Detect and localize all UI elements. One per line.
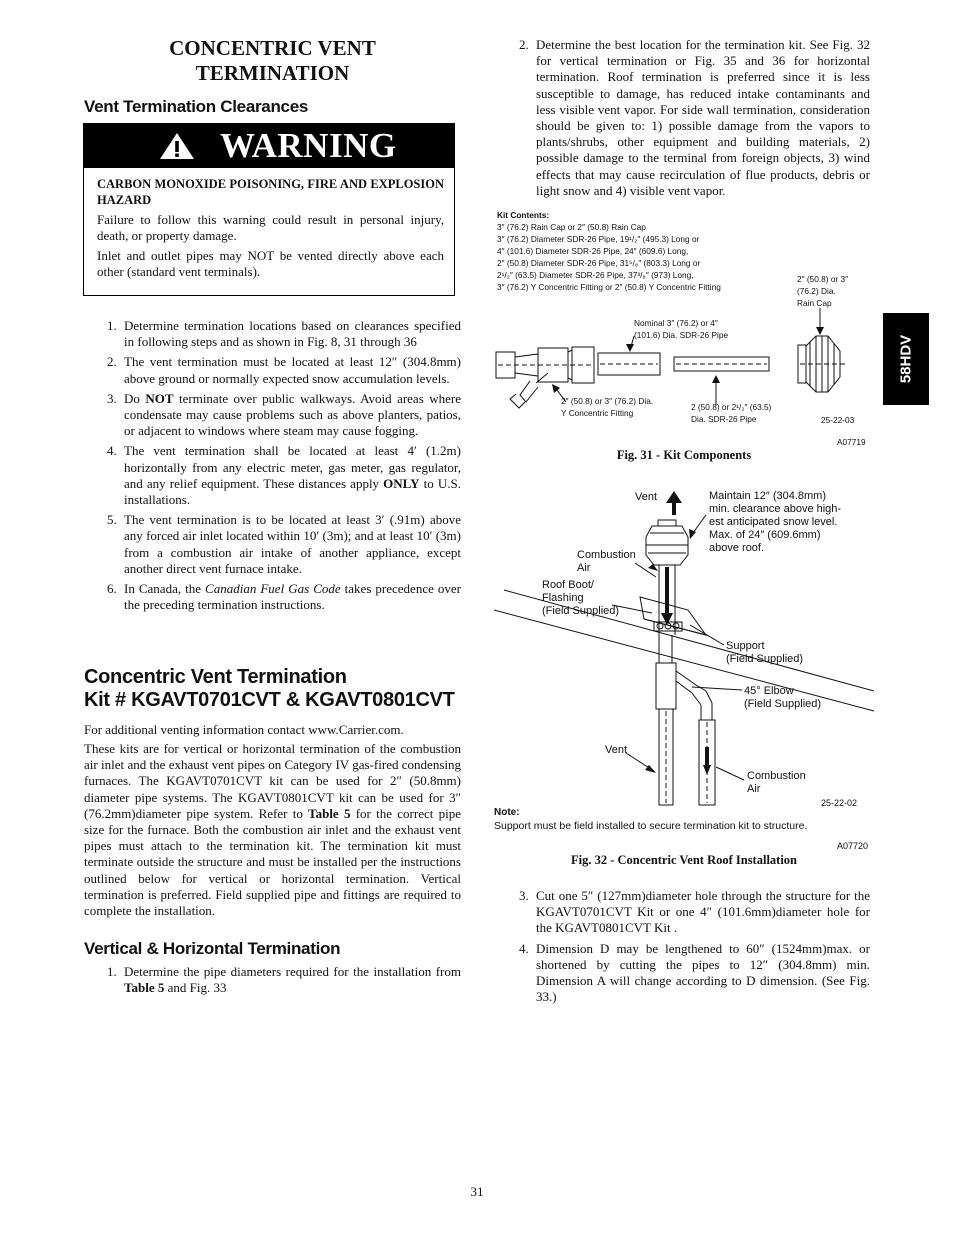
raincap-label: (76.2) Dia. xyxy=(797,286,836,296)
fig32-ref: A07720 xyxy=(837,841,869,851)
fig31-code: 25‑22‑03 xyxy=(821,415,855,425)
nominal-label: Nominal 3″ (76.2) or 4″ xyxy=(634,318,718,328)
pipe2-label: 2 (50.8) or 2¹/₂″ (63.5) xyxy=(691,402,772,412)
elbow-label: (Field Supplied) xyxy=(744,698,822,710)
maintain-label: Maintain 12″ (304.8mm) xyxy=(709,490,826,502)
note-title: Note: xyxy=(494,807,520,818)
kit-line: 2¹/₂″ (63.5) Diameter SDR‑26 Pipe, 37³/₈″ (973) Long, xyxy=(497,270,694,280)
roof-installation-figure xyxy=(494,485,874,860)
kit-title: Kit Contents: xyxy=(497,210,550,220)
heading-vertical-horizontal: Vertical & Horizontal Termination xyxy=(84,939,341,958)
warning-word: WARNING xyxy=(220,126,397,165)
warning-triangle-icon xyxy=(158,131,196,161)
clearance-steps xyxy=(85,318,461,617)
page-number: 31 xyxy=(470,1184,484,1199)
fig31-ref: A07719 xyxy=(837,437,866,447)
kit-line: 4″ (101.6) Diameter SDR‑26 Pipe, 24″ (609.6) Long, xyxy=(497,246,689,256)
kit-line: 3″ (76.2) Rain Cap or 2″ (50.8) Rain Cap xyxy=(497,222,646,232)
maintain-label: min. clearance above high‑ xyxy=(709,503,842,515)
support-label: (Field Supplied) xyxy=(726,653,804,665)
list-item: 3. Cut one 5″ (127mm)diameter hole through the structure for the KGAVT0701CVT Kit or one 4″ (101.6mm)diameter hole for the KGAVT0801CVT Kit . xyxy=(519,888,870,936)
fig32-code: 25‑22‑02 xyxy=(821,798,858,808)
maintain-label: est anticipated snow level. xyxy=(709,516,838,528)
warning-box xyxy=(83,123,455,296)
yfit-label: Y Concentric Fitting xyxy=(561,408,634,418)
list-item: 2. The vent termination must be located at least 12″ (304.8mm) above ground or normally expected snow accumulation levels. xyxy=(107,354,461,386)
heading-vent-clearances: Vent Termination Clearances xyxy=(84,97,308,116)
vert-steps-3 xyxy=(497,888,870,1009)
side-tab xyxy=(883,313,929,405)
elbow-label: 45° Elbow xyxy=(744,685,794,697)
list-item: 1. Determine the pipe diameters required for the installation from Table 5 and Fig. 33 xyxy=(107,964,461,996)
warning-bar xyxy=(84,124,454,168)
kit-line: 3″ (76.2) Y Concentric Fitting or 2″ (50.8) Y Concentric Fitting xyxy=(497,282,721,292)
warning-hazard: CARBON MONOXIDE POISONING, FIRE AND EXPLOSION HAZARD xyxy=(97,177,444,207)
para-kits: These kits are for vertical or horizontal termination of the combustion air inlet and the exhaust vent pipes on Category IV gas‑fired condensing furnaces. The KGAVT0701CVT kit can be used for 2″ (50.8mm) diameter pipe systems. The KGAVT0801CVT kit can be used for 3″ (76.2mm)diameter pipe system. Refer to Table 5 for the correct pipe size for the furnace. Both the combustion air inlet and the exhaust vent pipes must attach to the termination kit. The termination kit must terminate outside the structure and must be installed per the instructions outlined below for vertical or horizontal termination. Vertical termination is preferred. Field supplied pipe and fittings are required to complete the installation. xyxy=(84,741,461,919)
pipe2-label: Dia. SDR‑26 Pipe xyxy=(691,414,757,424)
list-item: 6. In Canada, the Canadian Fuel Gas Code takes precedence over the preceding termination instructions. xyxy=(107,581,461,613)
list-item: 3. Do NOT terminate over public walkways. Avoid areas where condensate may cause problems such as above planters, patios, or adjacent to windows where steam may cause fogging. xyxy=(107,390,461,439)
kit-components-figure xyxy=(494,205,874,455)
yfit-label: 2″ (50.8) or 3″ (76.2) Dia. xyxy=(561,396,654,406)
warning-text-1: Failure to follow this warning could result in personal injury, death, or property damage. xyxy=(97,212,444,243)
list-item: 4. Dimension D may be lengthened to 60″ (1524mm)max. or shortened by cutting the pipes to 12″ (304.8mm) min. Dimension A will change according to D dimension. (See Fig. 33.) xyxy=(519,940,870,1005)
list-item: 2. Determine the best location for the termination kit. See Fig. 32 for vertical termination or Fig. 35 and 36 for horizontal termination. Roof termination is preferred since it is less susceptible to damage, has reduced intake contaminants and less visible vent vapor. For side wall termination, consideration should be given to: 1) possible damage from the vapors to plants/shrubs, other equipment and building materials, 2) possible damage to the terminal from foreign objects, 3) wind effects that may cause recirculation of flue products, debris or light snow and 4) visible vent vapor. xyxy=(519,37,870,198)
para-web: For additional venting information contact www.Carrier.com. xyxy=(84,722,404,737)
list-item: 1. Determine termination locations based on clearances specified in following steps and as shown in Fig. 8, 31 through 36 xyxy=(107,318,461,350)
side-tab-label: 58HDV xyxy=(897,334,915,384)
vert-steps-2 xyxy=(497,37,870,203)
support-label: Support xyxy=(726,640,765,652)
list-item: 4. The vent termination shall be located at least 4′ (1.2m) horizontally from any electric meter, gas meter, gas regulator, and any relief equipment. These distances apply ONLY to U.S. installations. xyxy=(107,443,461,508)
kit-line: 2″ (50.8) Diameter SDR‑26 Pipe, 31⁵/₈″ (803.3) Long or xyxy=(497,258,701,268)
heading-kit: Concentric Vent Termination Kit # KGAVT0701CVT & KGAVT0801CVT xyxy=(84,666,455,711)
combustion-air-label: Air xyxy=(577,562,591,574)
roof-boot-label: Flashing xyxy=(542,592,584,604)
nominal-label: (101.6) Dia. SDR‑26 Pipe xyxy=(634,330,729,340)
list-item: 5. The vent termination is to be located at least 3′ (.91m) above any forced air inlet located within 10′ (3m); and at least 10′ (3m) from a combustion air intake of another appliance, except another direct vent furnace intake. xyxy=(107,512,461,576)
maintain-label: Max. of 24″ (609.6mm) xyxy=(709,529,821,541)
vert-steps-1 xyxy=(85,964,461,1000)
roof-boot-label: (Field Supplied) xyxy=(542,605,620,617)
section-title: CONCENTRIC VENT TERMINATION xyxy=(169,36,376,85)
combustion-air-bottom-label: Combustion xyxy=(747,770,806,782)
fig31-caption: Fig. 31 ‑ Kit Components xyxy=(616,448,752,462)
kit-line: 3″ (76.2) Diameter SDR‑26 Pipe, 19¹/₂″ (495.3) Long or xyxy=(497,234,700,244)
vent-top-label: Vent xyxy=(635,491,658,503)
warning-text-2: Inlet and outlet pipes may NOT be vented directly above each other (standard vent terminals). xyxy=(97,248,444,279)
vent-bottom-label: Vent xyxy=(605,744,628,756)
raincap-label: 2″ (50.8) or 3″ xyxy=(797,274,849,284)
fig32-caption: Fig. 32 ‑ Concentric Vent Roof Installation xyxy=(570,853,798,867)
maintain-label: above roof. xyxy=(709,542,765,554)
note-text: Support must be field installed to secure termination kit to structure. xyxy=(494,820,808,832)
raincap-label: Rain Cap xyxy=(797,298,832,308)
combustion-air-bottom-label: Air xyxy=(747,783,761,795)
roof-boot-label: Roof Boot/ xyxy=(542,579,594,591)
combustion-air-label: Combustion xyxy=(577,549,636,561)
